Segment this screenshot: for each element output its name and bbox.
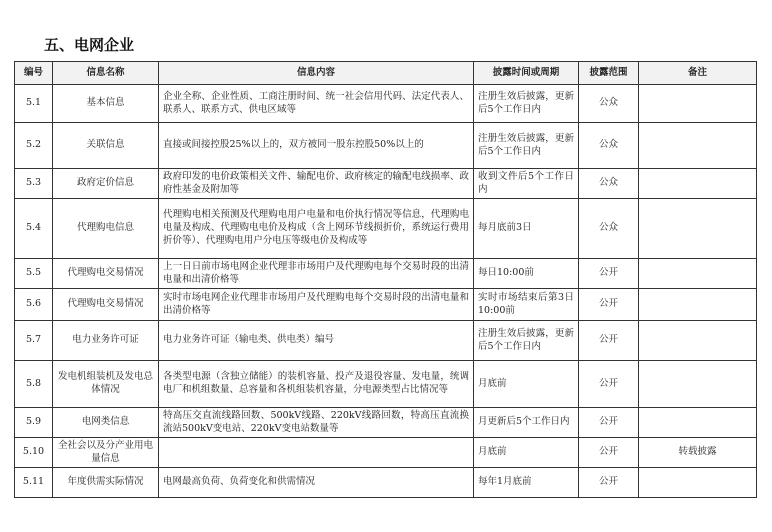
table-row (15, 123, 757, 169)
row-number: 5.4 (15, 199, 53, 259)
row-number: 5.10 (15, 438, 53, 468)
row-disclosure-scope: 公开 (579, 259, 639, 289)
row-info-content: 电力业务许可证（输电类、供电类）编号 (159, 321, 474, 361)
section-title: 五、电网企业 (44, 36, 135, 54)
row-disclosure-time: 注册生效后披露，更新后5个工作日内 (474, 85, 579, 123)
row-info-content: 各类型电源（含独立储能）的装机容量、投产及退役容量、发电量，统调电厂和机组数量、总容量和各机组装机容量，分电源类型占比情况等 (159, 361, 474, 408)
row-info-content: 企业全称、企业性质、工商注册时间、统一社会信用代码、法定代表人、联系人、联系方式、供电区域等 (159, 85, 474, 123)
header-remarks: 备注 (639, 62, 757, 85)
row-info-name: 全社会以及分产业用电量信息 (53, 438, 159, 468)
row-info-name: 电力业务许可证 (53, 321, 159, 361)
header-disclosure-time: 披露时间或周期 (474, 62, 579, 85)
row-disclosure-time: 月更新后5个工作日内 (474, 408, 579, 438)
row-info-content: 特高压交直流线路回数、500kV线路、220kV线路回数，特高压直流换流站500kV变电站、220kV变电站数量等 (159, 408, 474, 438)
row-disclosure-time: 月底前 (474, 361, 579, 408)
row-disclosure-time: 收到文件后5个工作日内 (474, 169, 579, 199)
row-info-content: 实时市场电网企业代理非市场用户及代理购电每个交易时段的出清电量和出清价格等 (159, 289, 474, 321)
table-row (15, 85, 757, 123)
table-row (15, 468, 757, 498)
row-disclosure-scope: 公开 (579, 321, 639, 361)
row-remarks (639, 169, 757, 199)
row-info-content: 上一日日前市场电网企业代理非市场用户及代理购电每个交易时段的出清电量和出清价格等 (159, 259, 474, 289)
row-disclosure-time: 每月底前3日 (474, 199, 579, 259)
header-number: 编号 (15, 62, 53, 85)
table-row (15, 321, 757, 361)
row-disclosure-scope: 公开 (579, 408, 639, 438)
row-disclosure-time: 每日10:00前 (474, 259, 579, 289)
table-row (15, 408, 757, 438)
row-info-content: 电网最高负荷、负荷变化和供需情况 (159, 468, 474, 498)
row-number: 5.11 (15, 468, 53, 498)
row-disclosure-time: 注册生效后披露，更新后5个工作日内 (474, 123, 579, 169)
header-disclosure-scope: 披露范围 (579, 62, 639, 85)
row-info-name: 电网类信息 (53, 408, 159, 438)
row-remarks (639, 199, 757, 259)
row-disclosure-scope: 公开 (579, 289, 639, 321)
row-remarks (639, 289, 757, 321)
table-row (15, 259, 757, 289)
row-disclosure-time: 实时市场结束后第3日10:00前 (474, 289, 579, 321)
row-remarks: 转载披露 (639, 438, 757, 468)
row-info-name: 代理购电交易情况 (53, 289, 159, 321)
row-info-content: 直接或间接控股25%以上的，双方被同一股东控股50%以上的 (159, 123, 474, 169)
row-disclosure-scope: 公众 (579, 85, 639, 123)
row-number: 5.2 (15, 123, 53, 169)
row-remarks (639, 468, 757, 498)
row-number: 5.9 (15, 408, 53, 438)
row-info-name: 年度供需实际情况 (53, 468, 159, 498)
table-row (15, 169, 757, 199)
row-info-name: 关联信息 (53, 123, 159, 169)
row-info-name: 代理购电信息 (53, 199, 159, 259)
row-disclosure-time: 注册生效后披露，更新后5个工作日内 (474, 321, 579, 361)
row-info-content (159, 438, 474, 468)
row-info-content: 代理购电相关预测及代理购电用户电量和电价执行情况等信息，代理购电电量及构成、代理购电电价及构成（含上网环节线损折价，系统运行费用折价等）、代理购电用户分电压等级电价及构成等 (159, 199, 474, 259)
row-number: 5.8 (15, 361, 53, 408)
row-info-content: 政府印发的电价政策相关文件、输配电价、政府核定的输配电线损率、政府性基金及附加等 (159, 169, 474, 199)
table-header-row (15, 62, 757, 85)
row-disclosure-time: 月底前 (474, 438, 579, 468)
table-row (15, 289, 757, 321)
row-remarks (639, 321, 757, 361)
row-number: 5.5 (15, 259, 53, 289)
table-row (15, 199, 757, 259)
row-number: 5.3 (15, 169, 53, 199)
row-remarks (639, 408, 757, 438)
table-row (15, 361, 757, 408)
row-remarks (639, 123, 757, 169)
header-info-content: 信息内容 (159, 62, 474, 85)
row-info-name: 政府定价信息 (53, 169, 159, 199)
row-remarks (639, 361, 757, 408)
disclosure-table (14, 61, 757, 498)
table-row (15, 438, 757, 468)
row-remarks (639, 259, 757, 289)
row-disclosure-scope: 公开 (579, 361, 639, 408)
row-disclosure-scope: 公众 (579, 199, 639, 259)
row-info-name: 代理购电交易情况 (53, 259, 159, 289)
row-disclosure-scope: 公众 (579, 169, 639, 199)
row-remarks (639, 85, 757, 123)
row-number: 5.7 (15, 321, 53, 361)
row-disclosure-scope: 公众 (579, 123, 639, 169)
row-disclosure-scope: 公开 (579, 438, 639, 468)
row-info-name: 基本信息 (53, 85, 159, 123)
row-number: 5.1 (15, 85, 53, 123)
row-disclosure-time: 每年1月底前 (474, 468, 579, 498)
row-number: 5.6 (15, 289, 53, 321)
header-info-name: 信息名称 (53, 62, 159, 85)
row-info-name: 发电机组装机及发电总体情况 (53, 361, 159, 408)
row-disclosure-scope: 公开 (579, 468, 639, 498)
